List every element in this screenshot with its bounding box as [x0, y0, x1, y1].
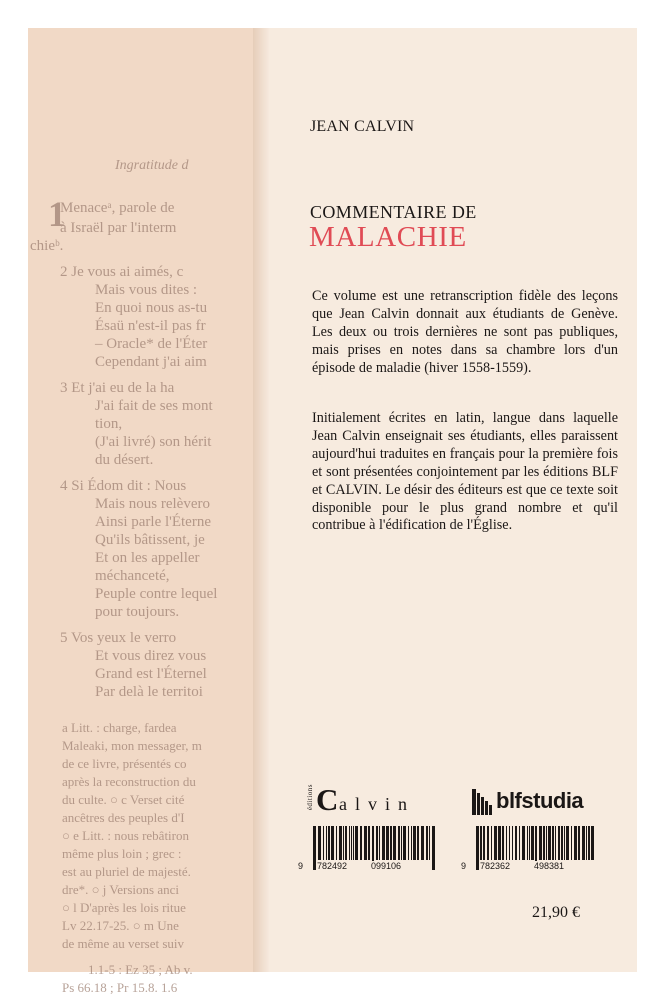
scan-line: J'ai fait de ses mont [95, 398, 213, 414]
scan-line: Mais vous dites : [95, 282, 198, 298]
calvin-logo-rest: alvin [339, 794, 415, 814]
barcode-1-left-group: 782492 [317, 861, 348, 871]
scan-line: à Israël par l'interm [60, 220, 177, 236]
scan-line: Maleaki, mon messager, m [62, 738, 202, 753]
scan-line: 4 Si Édom dit : Nous [60, 478, 187, 494]
blfstudia-publisher-logo [472, 786, 622, 822]
price: 21,90 € [532, 904, 580, 921]
scan-big-numeral: 1 [48, 194, 66, 234]
scan-line: Lv 22.17-25. ○ m Une [62, 918, 179, 933]
calvin-logo-c: C [316, 782, 339, 817]
scan-line: du culte. ○ c Verset cité [62, 792, 185, 807]
scan-line: ○ e Litt. : nous rebâtiron [62, 828, 189, 843]
description-paragraph-2: Initialement écrites en latin, langue dans laquelle Jean Calvin enseignait ses étudiants, elles paraissent aujourd'hui traduites en français pour la première fois et sont présentées conjointement par les éditions BLF et CALVIN. Le désir des éditeurs est que ce texte soit disponible pour le plus grand nombre et qu'il contribue à l'édification de l'Église. [312, 410, 618, 534]
scan-line: tion, [95, 416, 123, 432]
scan-line: Ainsi parle l'Éterne [95, 514, 211, 530]
scan-line: (J'ai livré) son hérit [95, 434, 212, 450]
barcode-2-left-group: 782362 [480, 861, 511, 871]
page-divider-shadow [253, 28, 269, 972]
scan-line: même plus loin ; grec : [62, 846, 182, 861]
barcode-2-first-digit: 9 [461, 861, 467, 871]
title-label: COMMENTAIRE DE [310, 202, 477, 222]
scan-line: chieᵇ. [30, 238, 64, 254]
scan-line: après la reconstruction du [62, 774, 196, 789]
scan-line: de ce livre, présentés co [62, 756, 187, 771]
barcode-2-right-group: 498381 [534, 861, 565, 871]
scan-line: 5 Vos yeux le verro [60, 630, 177, 646]
scan-line: Grand est l'Éternel [95, 666, 207, 682]
scan-line: 2 Je vous ai aimés, c [60, 264, 184, 280]
blf-book-icon [472, 789, 494, 817]
calvin-logo-prefix: éditions [306, 784, 314, 811]
scan-line: Mais nous relèvero [95, 496, 210, 512]
book-title: MALACHIE [309, 221, 467, 253]
scan-line: Et on les appeller [95, 550, 200, 566]
calvin-publisher-logo [306, 782, 426, 822]
scan-line: est au pluriel de majesté. [62, 864, 191, 879]
scan-line: Ésaü n'est-il pas fr [95, 318, 206, 334]
scan-line: a Litt. : charge, fardea [62, 720, 177, 735]
scan-line: ○ l D'après les lois ritue [62, 900, 186, 915]
author-name: JEAN CALVIN [310, 118, 415, 135]
scan-line: Par delà le territoi [95, 684, 203, 700]
scan-line: En quoi nous as-tu [95, 300, 208, 316]
scan-line: – Oracle* de l'Éter [95, 336, 208, 352]
scripture-page-scan [28, 28, 253, 995]
blfstudia-wordmark: blfstudia [496, 788, 584, 813]
scan-line: 1.1-5 : Ez 35 ; Ab v. [88, 962, 193, 977]
scan-line: pour toujours. [95, 604, 180, 620]
scan-line: Ingratitude d [115, 158, 189, 173]
scan-line: méchanceté, [95, 568, 170, 584]
scan-line: Qu'ils bâtissent, je [95, 532, 205, 548]
barcode-1-first-digit: 9 [298, 861, 304, 871]
description-paragraph-1: Ce volume est une retranscription fidèle des leçons que Jean Calvin donnait aux étudiants de Genève. Les deux ou trois dernières ne sont pas publiques, mais prises en notes dans sa chambre lors d'un épisode de maladie (hiver 1558-1559). [312, 288, 618, 376]
scripture-text-background [28, 28, 253, 995]
barcode-1-right-group: 099106 [371, 861, 402, 871]
scan-line: 3 Et j'ai eu de la ha [60, 380, 175, 396]
scan-line: Menaceᵃ, parole de [60, 200, 175, 216]
scan-line: Et vous direz vous [95, 648, 207, 664]
scan-line: Ps 66.18 ; Pr 15.8. 1.6 [62, 980, 178, 995]
scan-line: ancêtres des peuples d'I [62, 810, 185, 825]
scan-line: de même au verset suiv [62, 936, 185, 951]
scan-line: Peuple contre lequel [95, 586, 218, 602]
scan-line: dre*. ○ j Versions anci [62, 882, 180, 897]
scan-line: du désert. [95, 452, 154, 468]
scan-line: Cependant j'ai aim [95, 354, 207, 370]
